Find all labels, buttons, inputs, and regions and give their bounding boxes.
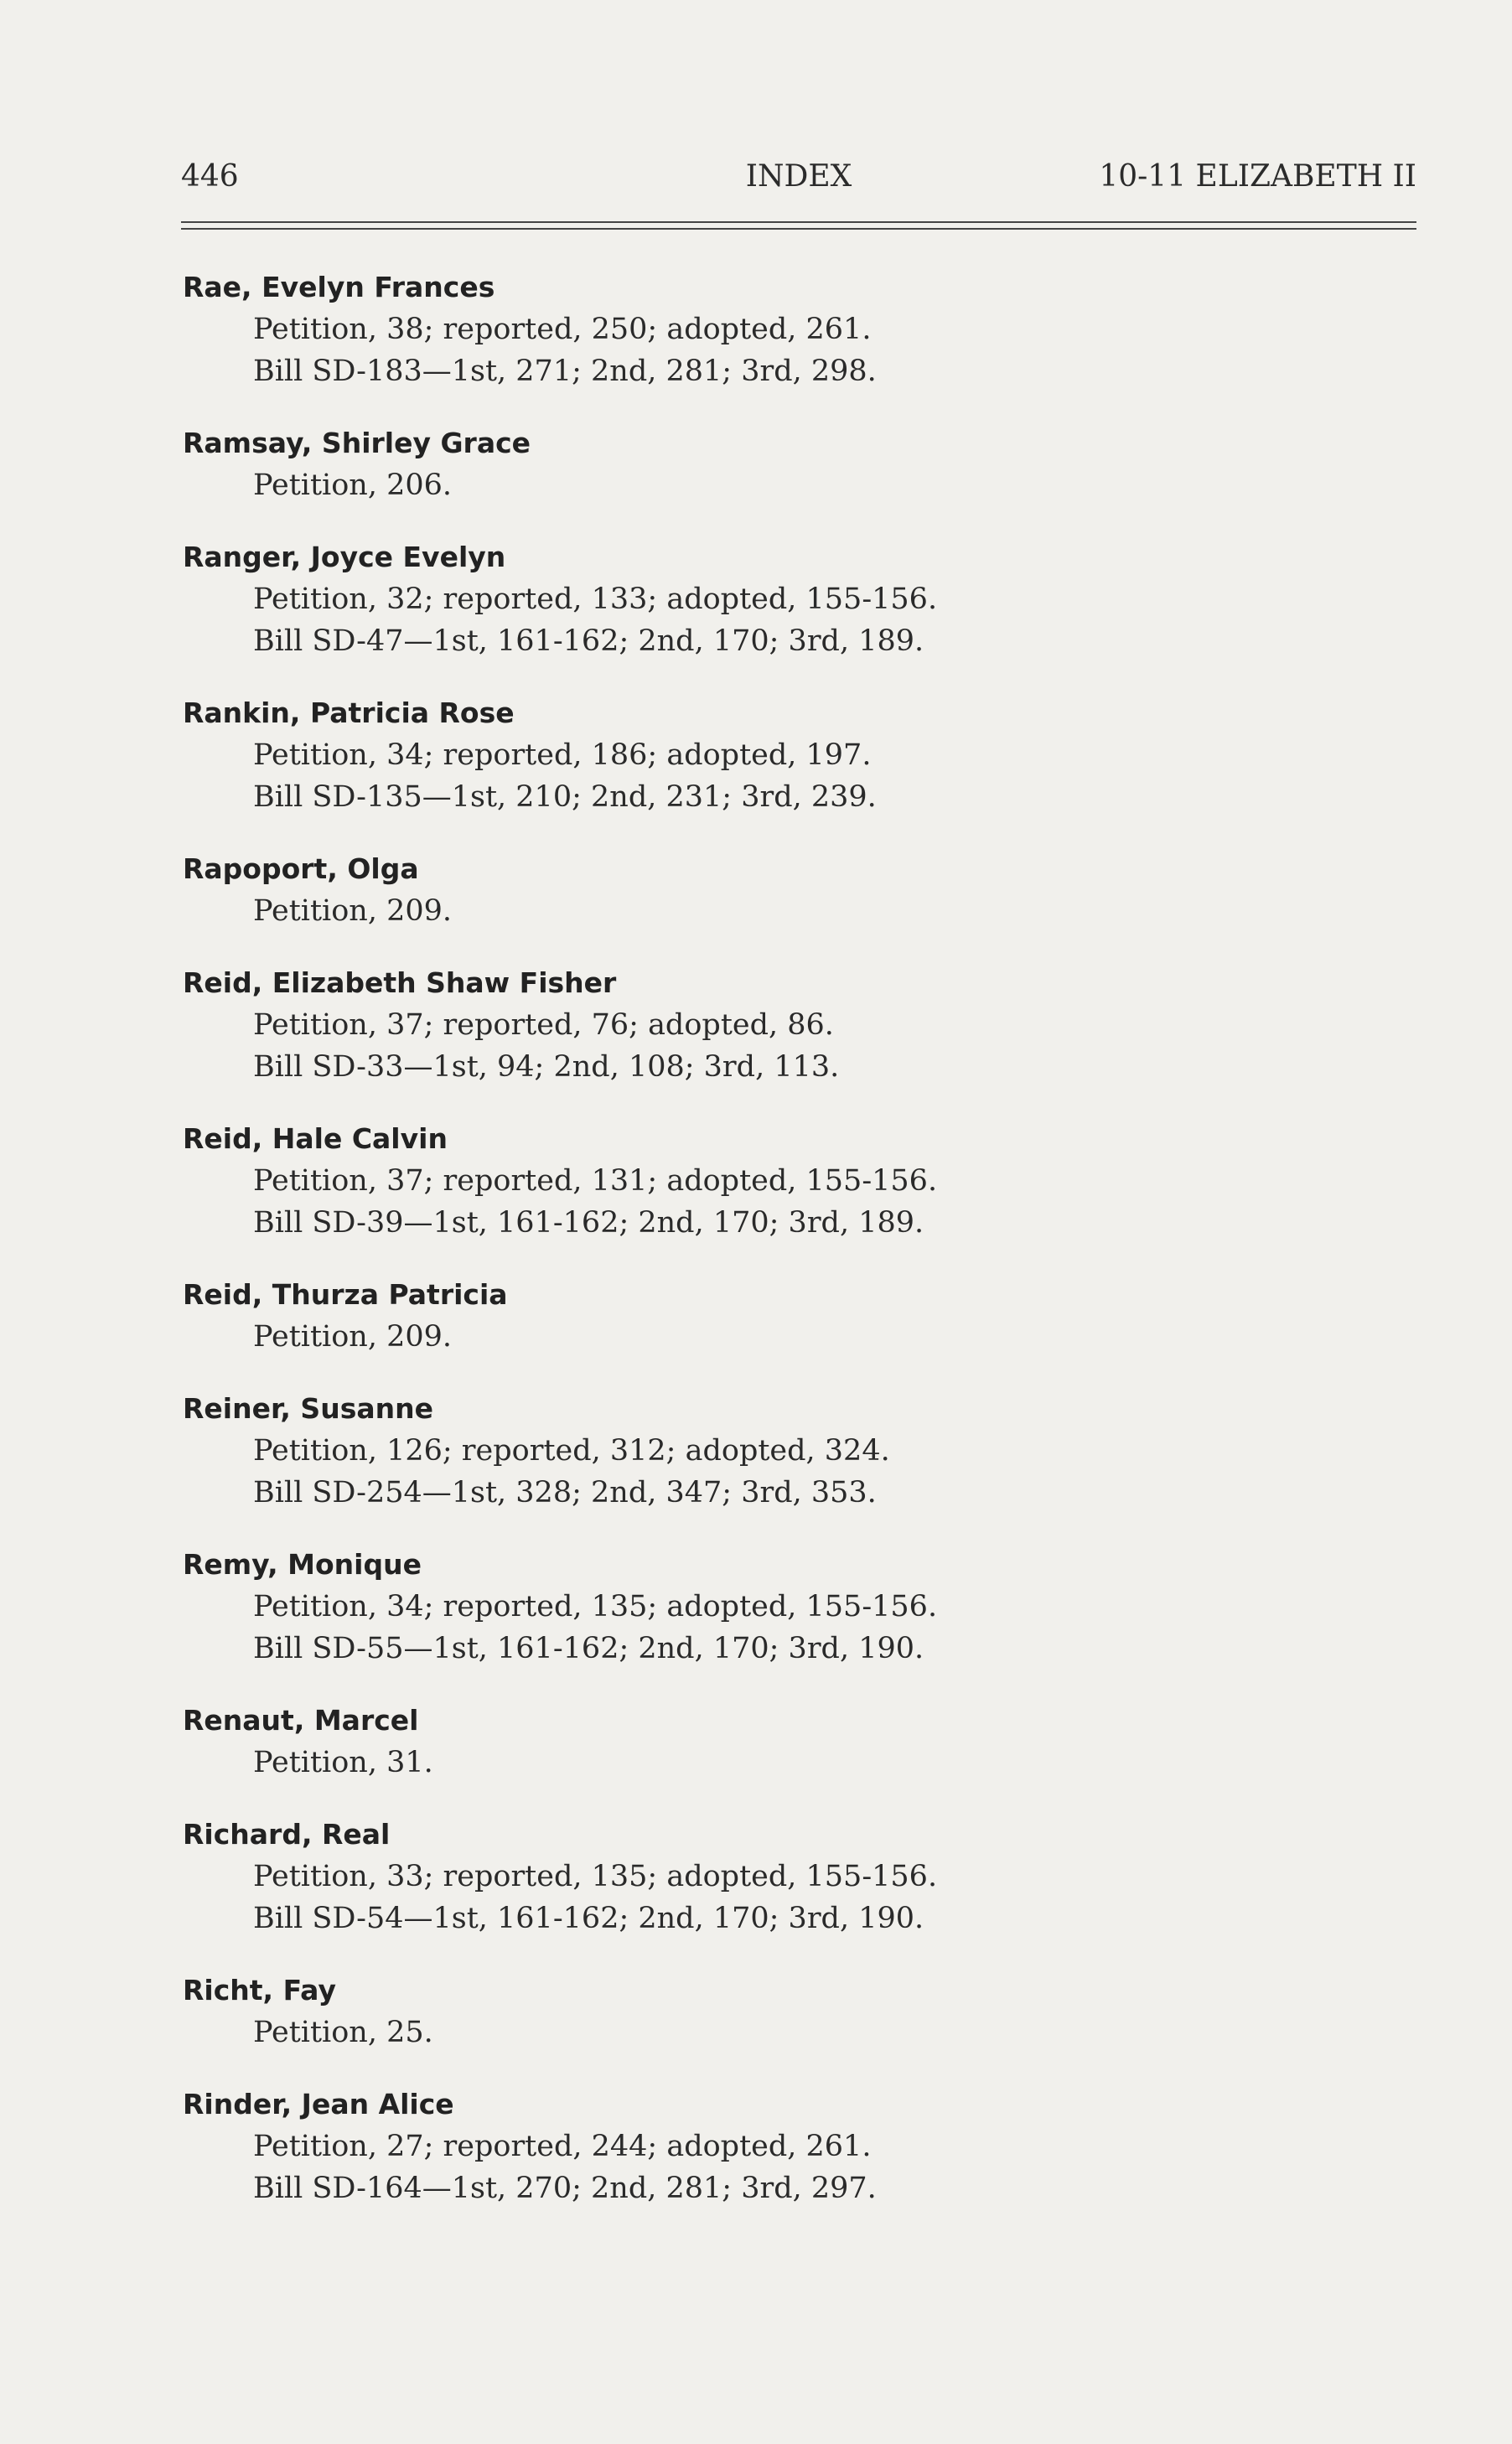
entry-name: Reid, Hale Calvin — [183, 1122, 448, 1155]
section-title: INDEX — [745, 159, 852, 194]
entry-petition-line: Petition, 206. — [253, 469, 453, 502]
index-entry — [183, 1700, 1356, 1814]
entry-bill-line: Bill SD-55—1st, 161-162; 2nd, 170; 3rd, 190. — [253, 1632, 924, 1665]
entry-bill-line: Bill SD-135—1st, 210; 2nd, 231; 3rd, 239. — [253, 780, 877, 814]
entry-name: Richt, Fay — [183, 1974, 336, 2006]
entry-petition-line: Petition, 34; reported, 135; adopted, 155-156. — [253, 1590, 938, 1623]
entry-name: Reiner, Susanne — [183, 1392, 433, 1425]
entry-name: Remy, Monique — [183, 1548, 422, 1581]
index-entry — [183, 2084, 1356, 2239]
entry-name: Reid, Thurza Patricia — [183, 1278, 508, 1311]
entry-bill-line: Bill SD-164—1st, 270; 2nd, 281; 3rd, 297. — [253, 2172, 877, 2205]
entry-name: Rapoport, Olga — [183, 852, 419, 885]
header-rule-bottom — [181, 228, 1416, 230]
volume-title: 10-11 ELIZABETH II — [1099, 159, 1416, 194]
entry-petition-line: Petition, 209. — [253, 1320, 453, 1354]
entry-petition-line: Petition, 32; reported, 133; adopted, 155-156. — [253, 583, 938, 616]
index-entry — [183, 962, 1356, 1118]
entry-petition-line: Petition, 33; reported, 135; adopted, 155-156. — [253, 1860, 938, 1893]
index-entry — [183, 536, 1356, 692]
entry-bill-line: Bill SD-254—1st, 328; 2nd, 347; 3rd, 353. — [253, 1476, 877, 1509]
index-entries — [183, 267, 1356, 2239]
index-entry — [183, 692, 1356, 848]
entry-bill-line: Bill SD-39—1st, 161-162; 2nd, 170; 3rd, 189. — [253, 1206, 924, 1240]
entry-petition-line: Petition, 34; reported, 186; adopted, 197. — [253, 738, 872, 772]
index-entry — [183, 1544, 1356, 1700]
entry-name: Renaut, Marcel — [183, 1704, 419, 1737]
index-entry — [183, 1970, 1356, 2084]
index-entry — [183, 422, 1356, 536]
entry-petition-line: Petition, 38; reported, 250; adopted, 261. — [253, 313, 872, 346]
index-entry — [183, 1118, 1356, 1274]
index-entry — [183, 1814, 1356, 1970]
entry-bill-line: Bill SD-47—1st, 161-162; 2nd, 170; 3rd, 189. — [253, 624, 924, 658]
entry-bill-line: Bill SD-183—1st, 271; 2nd, 281; 3rd, 298. — [253, 355, 877, 388]
index-entry — [183, 848, 1356, 962]
entry-name: Rankin, Patricia Rose — [183, 696, 515, 729]
entry-bill-line: Bill SD-54—1st, 161-162; 2nd, 170; 3rd, 190. — [253, 1902, 924, 1935]
header-rule-top — [181, 221, 1416, 223]
running-head — [181, 159, 1416, 201]
entry-petition-line: Petition, 27; reported, 244; adopted, 261. — [253, 2130, 872, 2163]
entry-petition-line: Petition, 31. — [253, 1746, 433, 1779]
entry-petition-line: Petition, 37; reported, 131; adopted, 155-156. — [253, 1164, 938, 1198]
index-entry — [183, 1274, 1356, 1388]
entry-name: Rae, Evelyn Frances — [183, 271, 495, 303]
index-entry — [183, 267, 1356, 422]
index-entry — [183, 1388, 1356, 1544]
entry-name: Richard, Real — [183, 1818, 391, 1851]
entry-name: Ramsay, Shirley Grace — [183, 427, 531, 459]
entry-name: Ranger, Joyce Evelyn — [183, 541, 506, 573]
entry-petition-line: Petition, 25. — [253, 2016, 433, 2049]
entry-bill-line: Bill SD-33—1st, 94; 2nd, 108; 3rd, 113. — [253, 1050, 840, 1084]
page-number: 446 — [181, 159, 239, 194]
entry-petition-line: Petition, 126; reported, 312; adopted, 324. — [253, 1434, 890, 1468]
entry-petition-line: Petition, 209. — [253, 894, 453, 928]
entry-name: Rinder, Jean Alice — [183, 2088, 454, 2120]
entry-name: Reid, Elizabeth Shaw Fisher — [183, 966, 617, 999]
entry-petition-line: Petition, 37; reported, 76; adopted, 86. — [253, 1008, 834, 1042]
